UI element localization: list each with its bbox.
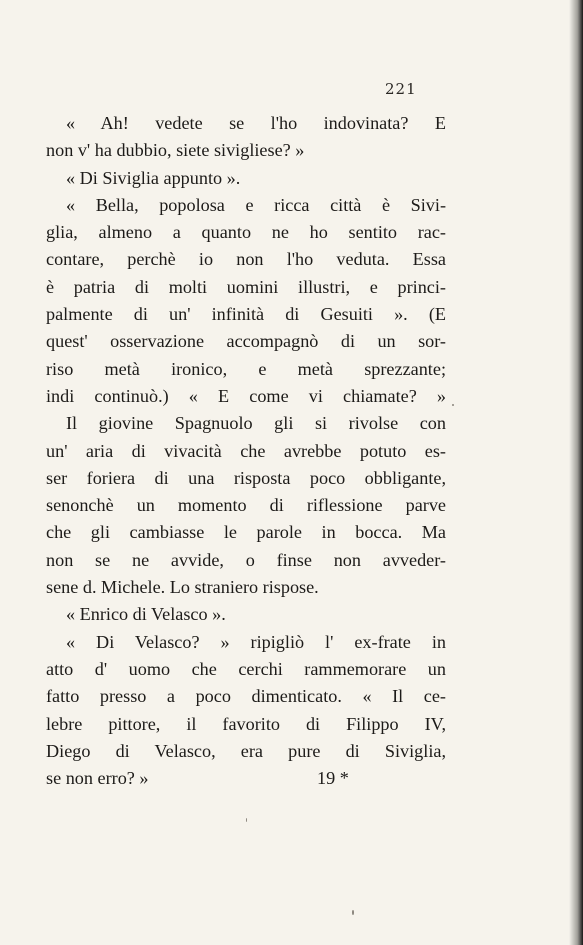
text-line: un' aria di vivacità che avrebbe potuto es- (46, 440, 446, 461)
text-line: atto d' uomo che cerchi rammemorare un (46, 658, 446, 679)
page-number: 221 (385, 80, 417, 98)
final-line-text: se non erro? » (46, 768, 149, 789)
text-line: riso metà ironico, e metà sprezzante; (46, 358, 446, 379)
text-line: non v' ha dubbio, siete sivigliese? » (46, 140, 305, 161)
signature-mark: 19 * (317, 768, 349, 789)
text-line: senonchè un momento di riflessione parve (46, 495, 446, 516)
text-line: glia, almeno a quanto ne ho sentito rac- (46, 222, 446, 243)
text-line: ser foriera di una risposta poco obbligante, (46, 467, 446, 488)
text-line: non se ne avvide, o finse non avveder- (46, 549, 446, 570)
text-line: lebre pittore, il favorito di Filippo IV, (46, 713, 446, 734)
text-line: « Di Siviglia appunto ». (66, 167, 241, 188)
text-line: sene d. Michele. Lo straniero rispose. (46, 577, 319, 598)
text-line: palmente di un' infinità di Gesuiti ». (E (46, 304, 446, 325)
text-line: è patria di molti uomini illustri, e princi- (46, 276, 446, 297)
final-line (46, 765, 446, 792)
text-line: « Bella, popolosa e ricca città è Sivi- (66, 194, 446, 215)
scan-speck (246, 818, 247, 822)
spine-shadow (569, 0, 583, 945)
text-line: che gli cambiasse le parole in bocca. Ma (46, 522, 446, 543)
text-line: quest' osservazione accompagnò di un sor- (46, 331, 446, 352)
text-line: « Di Velasco? » ripigliò l' ex-frate in (66, 631, 446, 652)
text-line: « Enrico di Velasco ». (66, 604, 226, 625)
scan-speck (352, 910, 354, 915)
text-line: contare, perchè io non l'ho veduta. Essa (46, 249, 446, 270)
scan-speck (452, 404, 454, 406)
text-line: Il giovine Spagnuolo gli si rivolse con (66, 413, 446, 434)
text-line: indi continuò.) « E come vi chiamate? » (46, 385, 446, 406)
text-line: Diego di Velasco, era pure di Siviglia, (46, 740, 446, 761)
body-text (46, 110, 446, 792)
text-line: fatto presso a poco dimenticato. « Il ce- (46, 686, 446, 707)
text-line: « Ah! vedete se l'ho indovinata? E (66, 113, 446, 133)
